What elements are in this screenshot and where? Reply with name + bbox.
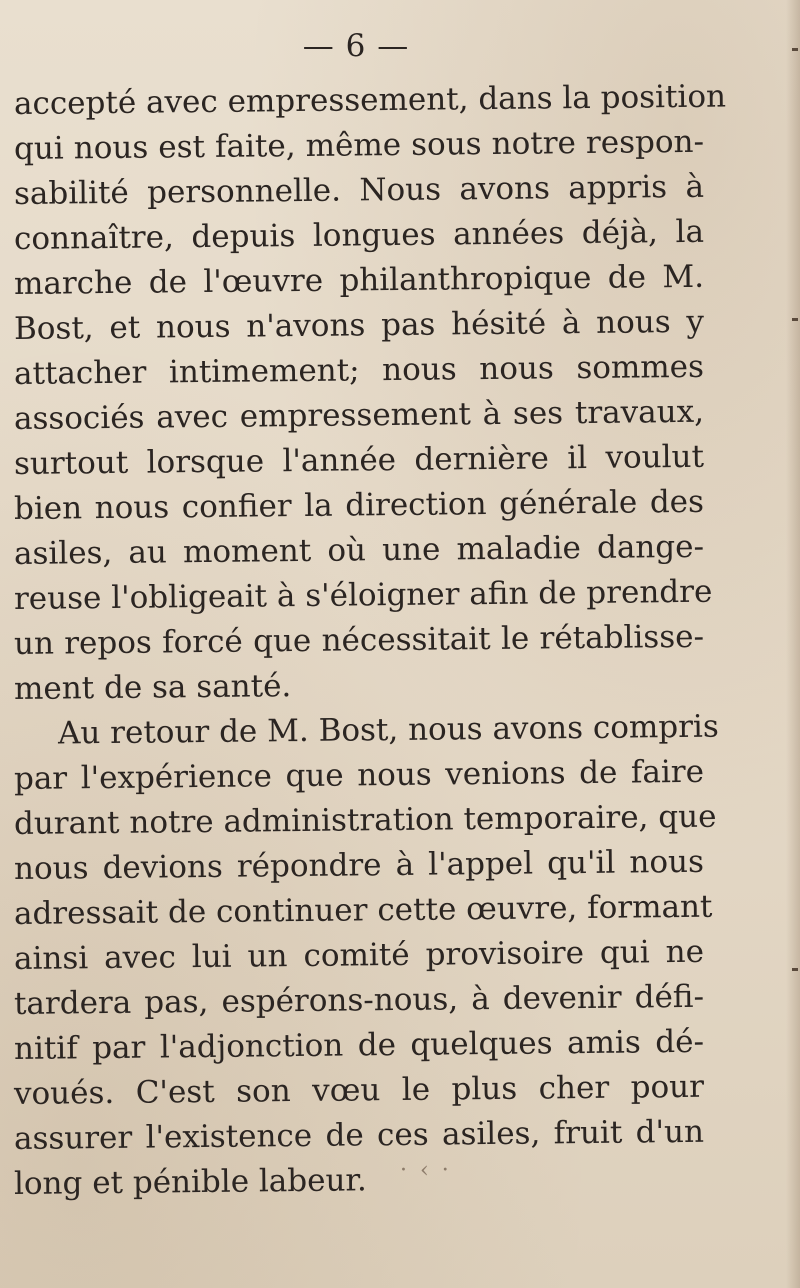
text-line: ainsi avec lui un comité provisoire qui ne [13,933,705,977]
text-line: Au retour de M. Bost, nous avons compris [57,708,719,752]
edge-mark [792,48,798,51]
text-line: reuse l'obligeait à s'éloigner afin de prendre [13,573,713,617]
body-text [13,78,727,1207]
text-line: accepté avec empressement, dans la position [13,78,727,122]
text-line: durant notre administration temporaire, que [13,798,717,842]
text-line: asiles, au moment où une maladie dange- [13,528,705,572]
ink-smudge: · ‹ · [400,1158,452,1183]
text-line: tardera pas, espérons-nous, à devenir défi- [13,978,705,1022]
edge-mark [792,318,798,321]
text-line: bien nous confier la direction générale des [13,483,705,527]
text-line: connaître, depuis longues années déjà, la [13,213,705,257]
text-line: par l'expérience que nous venions de faire [13,753,705,797]
text-line: long et pénible labeur. [13,1162,367,1202]
text-line: associés avec empressement à ses travaux, [13,393,705,437]
text-line: sabilité personnelle. Nous avons appris à [13,168,705,212]
text-line: voués. C'est son vœu le plus cher pour [13,1068,705,1112]
text-line: marche de l'œuvre philanthropique de M. [13,258,705,302]
edge-mark [792,968,798,971]
text-line: adressait de continuer cette œuvre, formant [13,888,713,932]
page-edge-shadow [786,0,800,1288]
text-line: un repos forcé que nécessitait le rétablisse- [13,618,705,662]
text-line: nous devions répondre à l'appel qu'il nous [13,843,705,887]
text-line: nitif par l'adjonction de quelques amis dé- [13,1023,705,1067]
text-line: qui nous est faite, même sous notre respon- [13,123,705,167]
text-line: attacher intimement; nous nous sommes [13,348,705,392]
text-line: ment de sa santé. [13,668,292,707]
text-line: Bost, et nous n'avons pas hésité à nous y [13,303,705,347]
text-line: surtout lorsque l'année dernière il voulut [13,438,705,482]
page-number: — 6 — [302,28,410,64]
text-line: assurer l'existence de ces asiles, fruit d'un [13,1113,705,1157]
